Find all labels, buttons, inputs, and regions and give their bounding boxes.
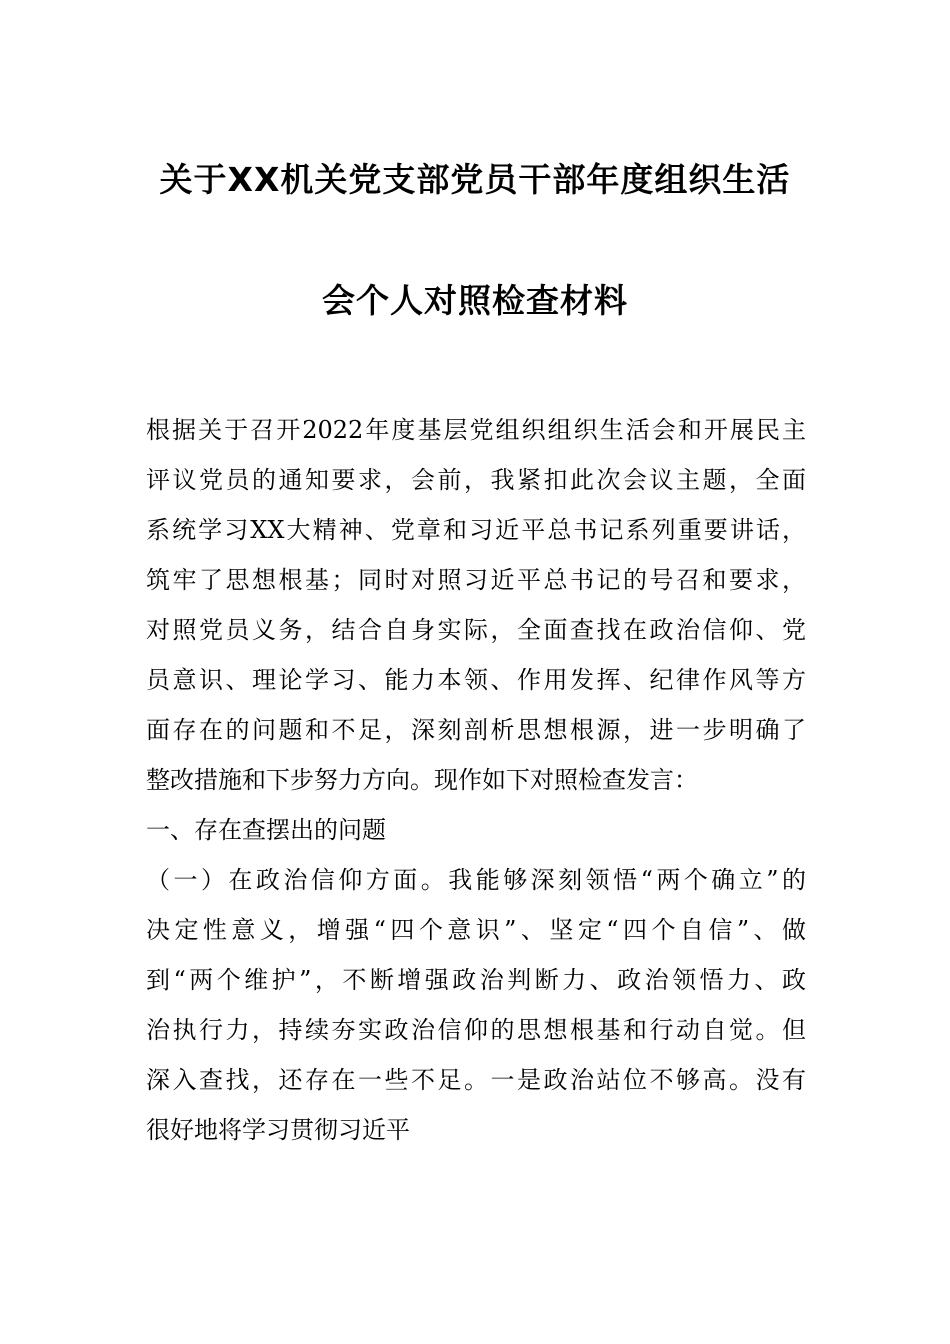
body-line: 很好地将学习贯彻习近平 [146, 1116, 410, 1144]
section-heading: 一、存在查摆出的问题 [146, 816, 386, 844]
document-title-line-1: 关于XX机关党支部党员干部年度组织生活 [159, 160, 791, 199]
document-body [146, 405, 806, 1155]
body-line: 筑牢了思想根基；同时对照习近平总书记的号召和要求， [146, 566, 806, 594]
body-line: 治执行力，持续夯实政治信仰的思想根基和行动自觉。但 [146, 1016, 806, 1044]
body-line: 深入查找，还存在一些不足。一是政治站位不够高。没有 [146, 1066, 806, 1094]
body-line: 到“两个维护”，不断增强政治判断力、政治领悟力、政 [146, 966, 806, 994]
body-line: （一）在政治信仰方面。我能够深刻领悟“两个确立”的 [146, 866, 806, 894]
body-line: 整改措施和下步努力方向。现作如下对照检查发言： [146, 766, 698, 794]
body-line: 对照党员义务，结合自身实际，全面查找在政治信仰、党 [146, 616, 806, 644]
body-line: 系统学习XX大精神、党章和习近平总书记系列重要讲话， [146, 516, 806, 544]
body-line: 员意识、理论学习、能力本领、作用发挥、纪律作风等方 [146, 666, 806, 694]
body-line: 根据关于召开2022年度基层党组织组织生活会和开展民主 [146, 416, 806, 444]
body-line: 评议党员的通知要求，会前，我紧扣此次会议主题，全面 [146, 466, 806, 494]
body-line: 面存在的问题和不足，深刻剖析思想根源，进一步明确了 [146, 716, 806, 744]
body-line: 决定性意义，增强“四个意识”、坚定“四个自信”、做 [146, 916, 806, 944]
document-title-line-2: 会个人对照检查材料 [322, 281, 628, 320]
